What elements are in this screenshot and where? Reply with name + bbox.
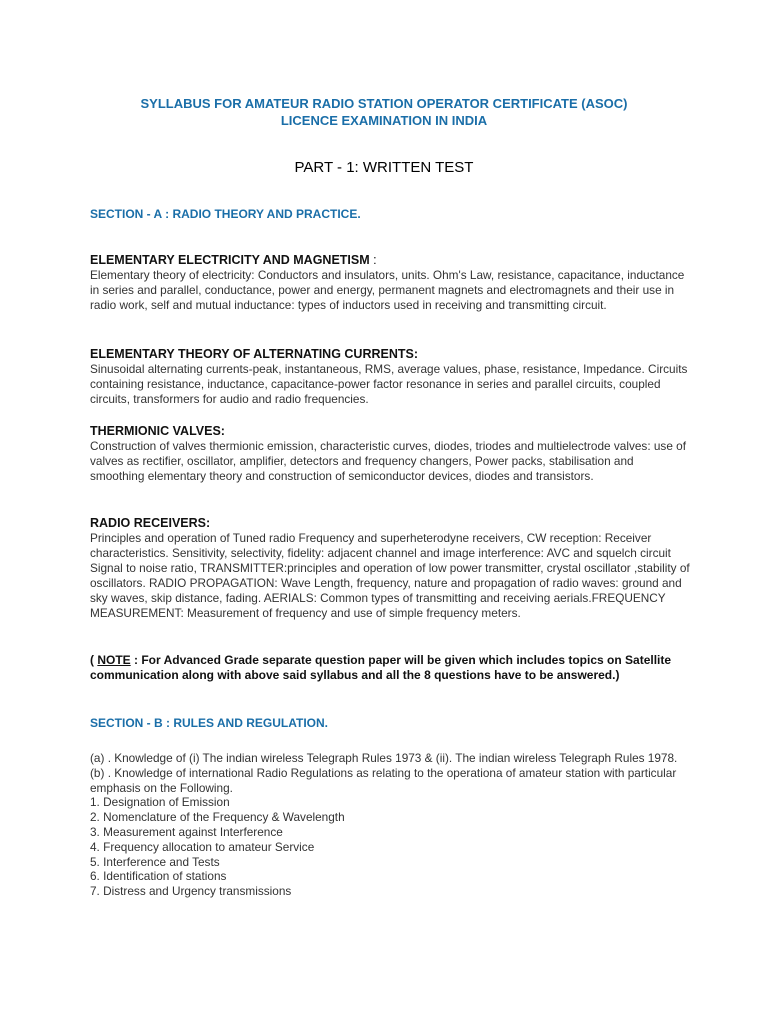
topic-body: Construction of valves thermionic emission, characteristic curves, diodes, triodes and multielectrode valves: use of valves as rectifier, oscillator, amplifier, detectors and frequency changers, Power packs, stabilisation and smoothing elementary theory and construction of semiconductor devices, diodes and transistors.	[90, 439, 687, 483]
section-a-heading: SECTION - A : RADIO THEORY AND PRACTICE.	[90, 207, 361, 221]
section-b-heading: SECTION - B : RULES AND REGULATION.	[90, 716, 328, 730]
part-heading: PART - 1: WRITTEN TEST	[294, 159, 474, 176]
rules-list	[90, 751, 690, 899]
topic-title: ELEMENTARY ELECTRICITY AND MAGNETISM :	[90, 253, 377, 267]
document-title-line-1: SYLLABUS FOR AMATEUR RADIO STATION OPERATOR CERTIFICATE (ASOC)	[140, 96, 628, 111]
topic-title: ELEMENTARY THEORY OF ALTERNATING CURRENTS:	[90, 347, 419, 361]
note-label: NOTE	[97, 653, 131, 667]
topic-alternating-currents	[90, 346, 690, 407]
list-item: 5. Interference and Tests	[90, 854, 220, 869]
topic-title: RADIO RECEIVERS:	[90, 516, 211, 530]
list-item: 1. Designation of Emission	[90, 795, 230, 810]
topic-title: THERMIONIC VALVES:	[90, 424, 225, 438]
list-item: 6. Identification of stations	[90, 869, 227, 884]
topic-thermionic-valves	[90, 423, 690, 484]
list-item: 7. Distress and Urgency transmissions	[90, 884, 292, 899]
advanced-grade-note: ( NOTE : For Advanced Grade separate question paper will be given which includes topics on Satellite communication along with above said syllabus and all the 8 questions have to be answered.)	[90, 653, 672, 682]
list-item: 4. Frequency allocation to amateur Service	[90, 839, 315, 854]
list-item: 3. Measurement against Interference	[90, 824, 283, 839]
document-title-line-2: LICENCE EXAMINATION IN INDIA	[280, 113, 488, 128]
list-item: (b) . Knowledge of international Radio Regulations as relating to the operationa of amateur station with particular emphasis on the Following.	[90, 765, 677, 795]
topic-electricity-magnetism	[90, 252, 690, 313]
topic-body: Sinusoidal alternating currents-peak, instantaneous, RMS, average values, phase, resistance, Impedance. Circuits containing resistance, inductance, capacitance-power factor resonance in series and parallel circuits, coupled circuits, transformers for audio and radio frequencies.	[90, 362, 688, 406]
topic-body: Principles and operation of Tuned radio Frequency and superheterodyne receivers, CW reception: Receiver characteristics. Sensitivity, selectivity, fidelity: adjacent channel and image interference: AVC and squelch circuit Signal to noise ratio, TRANSMITTER:principles and operation of low power transmitter, crystal oscillator ,stability of oscillators. RADIO PROPAGATION: Wave Length, frequency, nature and propagation of radio waves: ground and sky waves, skip distance, fading. AERIALS: Common types of transmitting and receiving aerials.FREQUENCY MEASUREMENT: Measurement of frequency and use of simple frequency meters.	[90, 531, 690, 620]
topic-body: Elementary theory of electricity: Conductors and insulators, units. Ohm's Law, resistance, capacitance, inductance in series and parallel, conductance, power and energy, permanent magnets and electromagnets and their use in radio work, self and mutual inductance: types of inductors used in receiving and transmitting circuit.	[90, 268, 685, 312]
list-item: 2. Nomenclature of the Frequency & Wavelength	[90, 810, 345, 825]
topic-radio-receivers	[90, 515, 690, 621]
list-item: (a) . Knowledge of (i) The indian wireless Telegraph Rules 1973 & (ii). The indian wireless Telegraph Rules 1978.	[90, 751, 678, 765]
